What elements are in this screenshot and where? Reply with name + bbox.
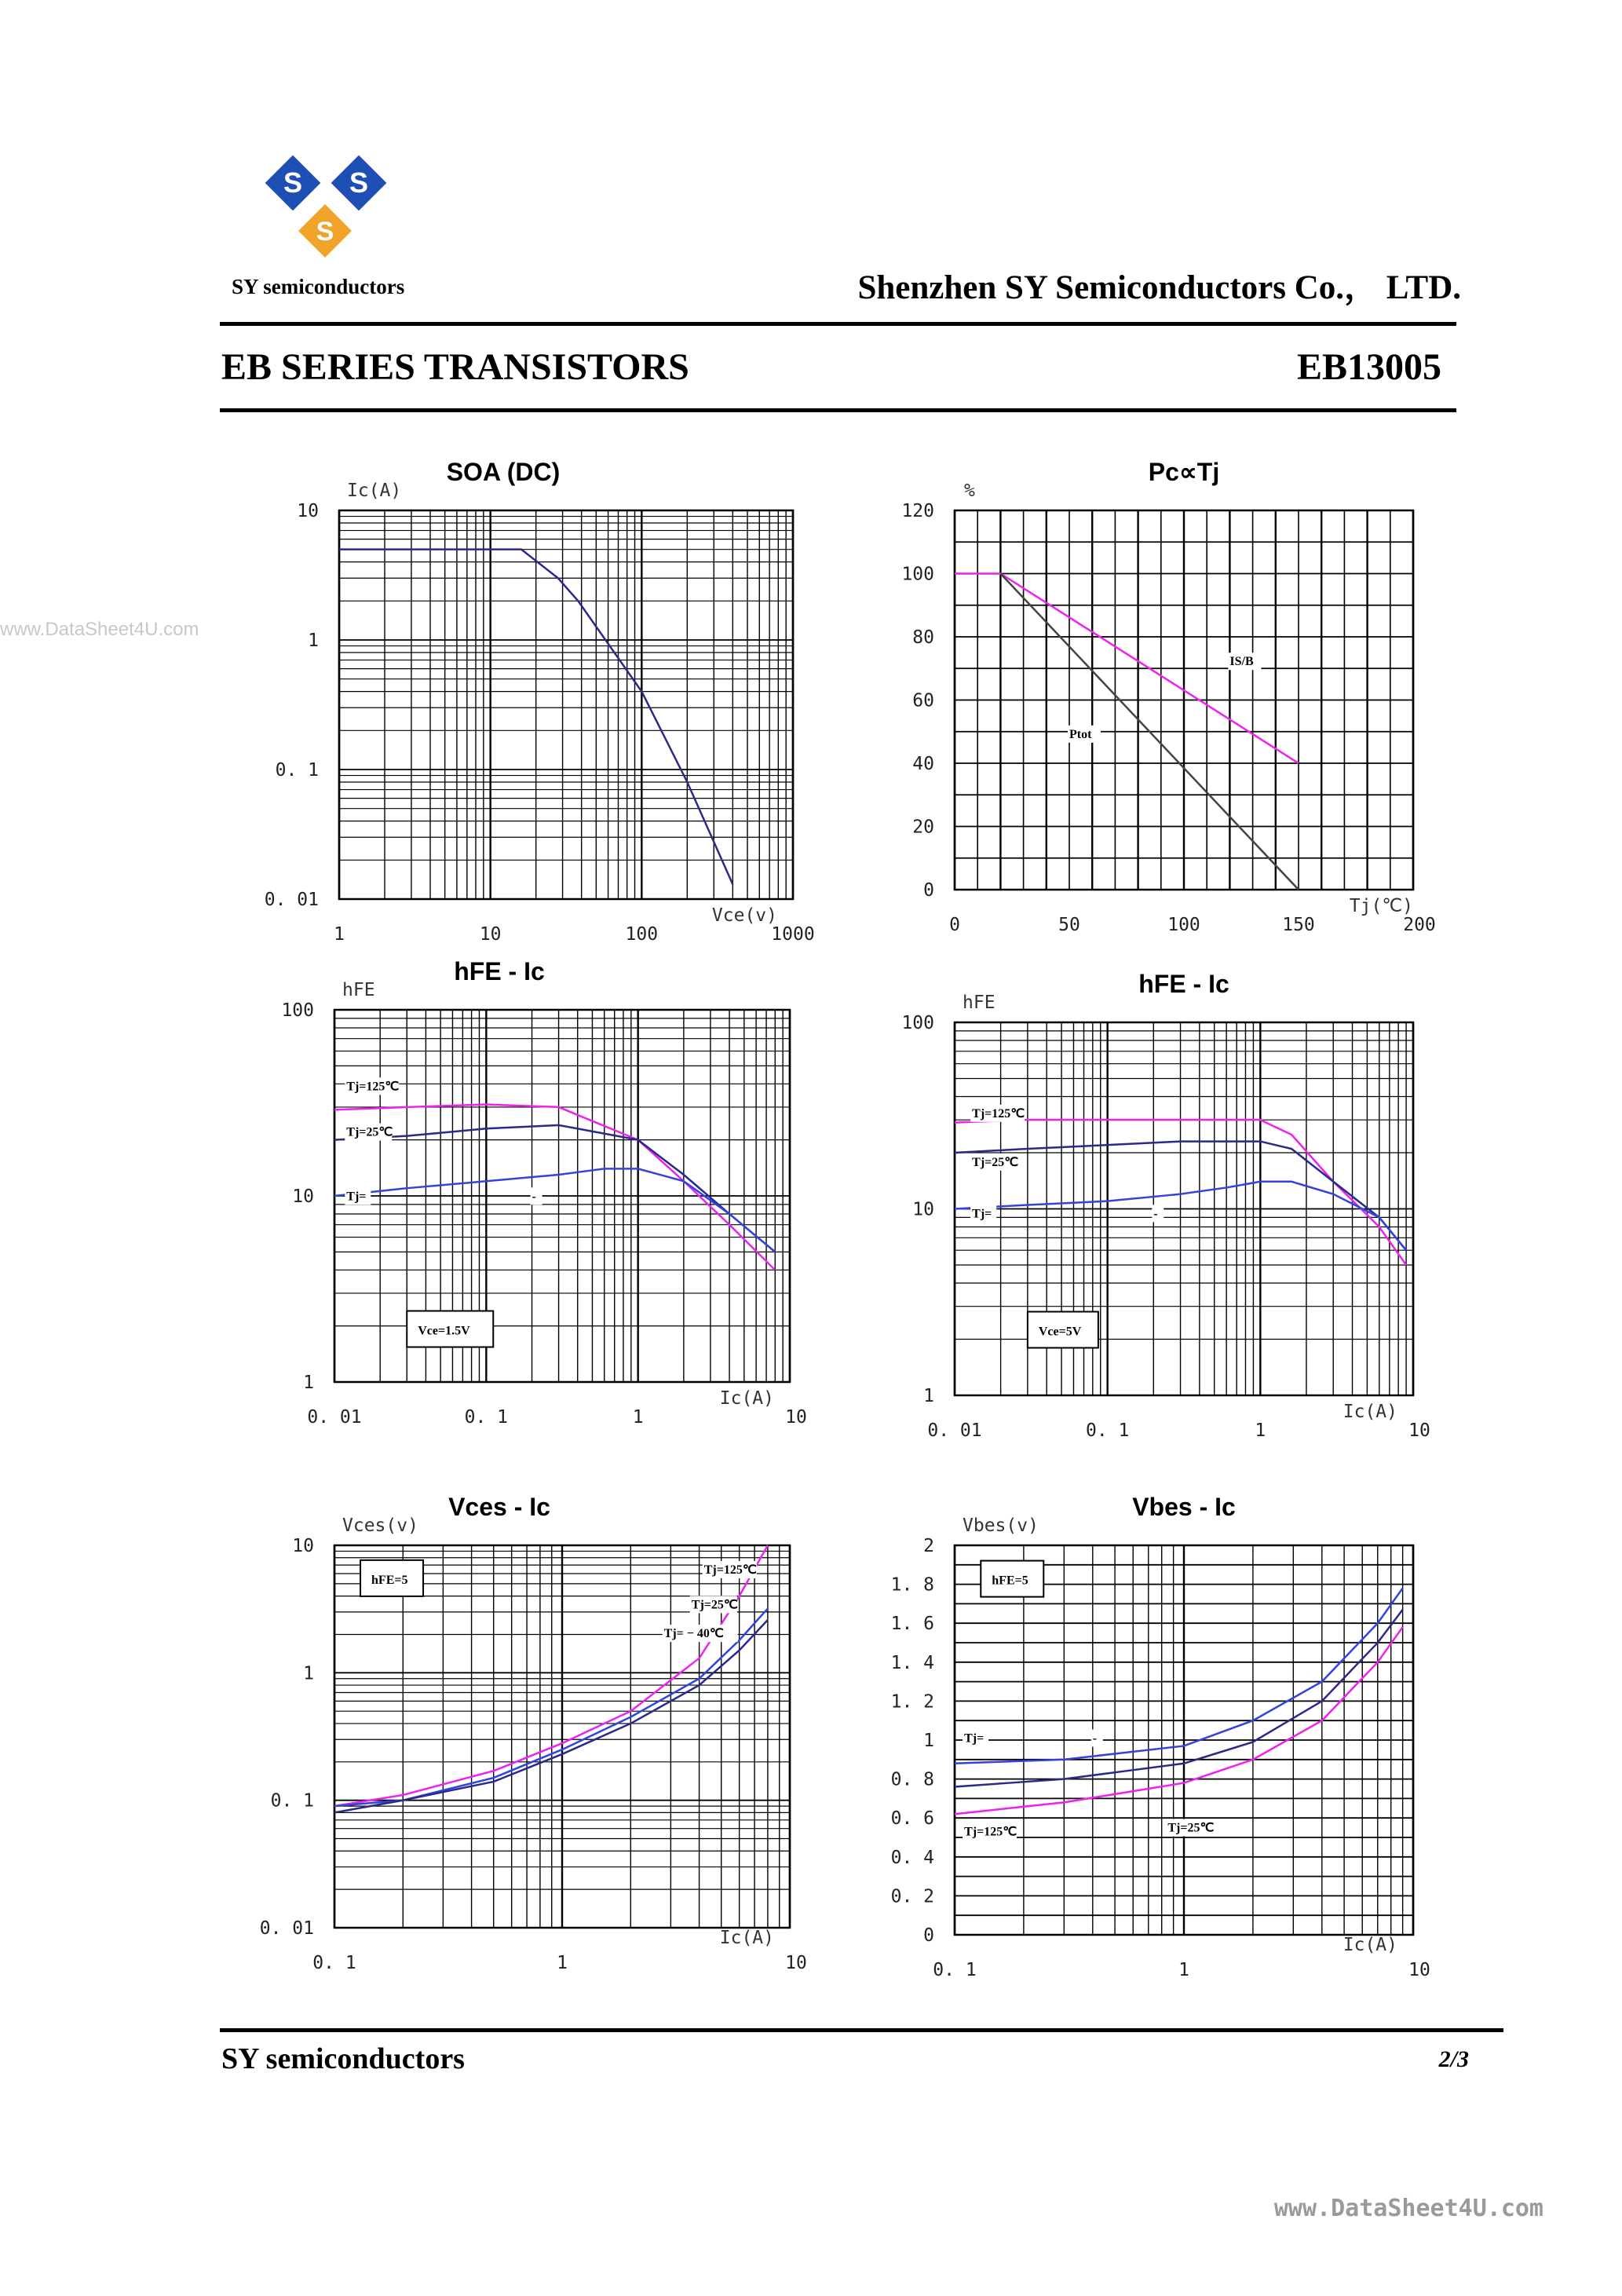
chart-title: Pc∝Tj <box>1148 458 1220 486</box>
x-tick-label: 100 <box>625 924 659 945</box>
y-tick-label: 10 <box>292 1536 314 1556</box>
y-tick-label: 2 <box>923 1536 934 1556</box>
x-tick-label: 10 <box>479 924 502 945</box>
annotation-label: Tj=25℃ <box>972 1155 1019 1169</box>
y-tick-label: 40 <box>912 754 934 774</box>
y-tick-label: 1 <box>303 1663 314 1684</box>
svg-text:S: S <box>349 166 369 199</box>
annotation-label: Tj=125℃ <box>346 1080 400 1094</box>
x-tick-label: 0. 1 <box>464 1407 509 1428</box>
company-full-name: Shenzhen SY Semiconductors Co.， LTD. <box>857 269 1461 306</box>
annotation-label: - <box>1153 1207 1158 1221</box>
y-tick-label: 0. 8 <box>890 1769 934 1790</box>
annotation-label: Vce=5V <box>1038 1325 1082 1339</box>
x-tick-label: 10 <box>785 1407 807 1428</box>
y-tick-label: 0. 6 <box>890 1808 934 1830</box>
x-axis-label: Ic(A) <box>1343 1402 1397 1422</box>
company-short-name: SY semiconductors <box>232 275 405 298</box>
annotation-label: Tj= <box>964 1731 985 1746</box>
x-tick-label: 200 <box>1403 915 1436 935</box>
y-tick-label: 1. 6 <box>890 1614 934 1635</box>
y-tick-label: 0. 4 <box>890 1847 934 1868</box>
y-tick-label: 100 <box>901 564 934 585</box>
y-tick-label: 1 <box>923 1386 934 1406</box>
chart-title: SOA (DC) <box>446 458 561 486</box>
x-tick-label: 1 <box>1255 1420 1266 1441</box>
footer-rule <box>220 2028 1503 2032</box>
y-tick-label: 0. 1 <box>275 760 319 781</box>
footer-company: SY semiconductors <box>221 2042 465 2075</box>
y-axis-label: hFE <box>963 993 995 1013</box>
annotation-label: Ptot <box>1069 727 1092 741</box>
page-number: 2/3 <box>1438 2046 1469 2072</box>
y-axis-label: Vces(v) <box>342 1515 418 1536</box>
chart-title: hFE - Ic <box>1138 970 1229 998</box>
y-tick-label: 1 <box>923 1731 934 1751</box>
annotation-label: Tj=125℃ <box>703 1563 757 1578</box>
y-tick-label: 0 <box>923 1925 934 1946</box>
series-line <box>955 1589 1403 1764</box>
y-tick-label: 120 <box>901 501 934 521</box>
part-number: EB13005 <box>1296 346 1441 388</box>
y-tick-label: 0. 1 <box>270 1790 314 1812</box>
y-tick-label: 0 <box>923 880 934 901</box>
watermark-left: www.DataSheet4U.com <box>0 619 199 640</box>
x-tick-label: 0. 01 <box>307 1407 362 1428</box>
x-tick-label: 10 <box>785 1953 807 1973</box>
svg-text:S: S <box>283 166 303 199</box>
x-tick-label: 1 <box>334 924 345 945</box>
y-tick-label: 1 <box>303 1373 314 1393</box>
x-tick-label: 50 <box>1058 915 1080 935</box>
chart-title: hFE - Ic <box>454 957 545 985</box>
x-tick-label: 1 <box>1178 1960 1189 1980</box>
x-tick-label: 0. 1 <box>1085 1420 1130 1441</box>
x-tick-label: 1 <box>632 1407 644 1428</box>
y-tick-label: 100 <box>281 1000 314 1021</box>
annotation-label: Tj=25℃ <box>691 1598 738 1612</box>
annotation-label: Tj=25℃ <box>346 1125 393 1139</box>
y-tick-label: 10 <box>292 1186 314 1207</box>
x-axis-label: Ic(A) <box>719 1388 774 1409</box>
y-tick-label: 1. 2 <box>890 1691 934 1713</box>
x-axis-label: Ic(A) <box>719 1928 774 1948</box>
annotation-label: - <box>1092 1731 1098 1746</box>
y-tick-label: 10 <box>912 1199 934 1220</box>
y-tick-label: 60 <box>912 690 934 711</box>
annotation-label: hFE=5 <box>992 1574 1028 1588</box>
x-tick-label: 0. 01 <box>927 1420 982 1441</box>
x-tick-label: 0. 1 <box>312 1953 356 1973</box>
annotation-label: - <box>532 1190 536 1204</box>
series-title: EB SERIES TRANSISTORS <box>221 346 689 388</box>
x-tick-label: 100 <box>1167 915 1200 935</box>
annotation-label: Vce=1.5V <box>418 1324 470 1338</box>
y-tick-label: 10 <box>297 501 319 521</box>
annotation-label: Tj=125℃ <box>964 1825 1017 1839</box>
y-axis-label: Ic(A) <box>347 481 402 501</box>
y-axis-label: Vbes(v) <box>963 1515 1039 1536</box>
y-tick-label: 100 <box>901 1013 934 1033</box>
watermark-bottom-right: www.DataSheet4U.com <box>1273 2195 1543 2222</box>
x-tick-label: 1 <box>557 1953 568 1973</box>
x-tick-label: 0. 1 <box>933 1960 977 1980</box>
annotation-label: IS/B <box>1229 655 1254 669</box>
y-tick-label: 20 <box>912 817 934 838</box>
y-tick-label: 0. 01 <box>259 1918 314 1939</box>
x-tick-label: 150 <box>1282 915 1315 935</box>
y-tick-label: 1. 8 <box>890 1574 934 1596</box>
annotation-label: hFE=5 <box>371 1573 408 1587</box>
y-tick-label: 0. 01 <box>264 890 319 910</box>
chart-title: Vbes - Ic <box>1132 1493 1236 1521</box>
x-tick-label: 10 <box>1408 1420 1430 1441</box>
y-tick-label: 1. 4 <box>890 1652 934 1673</box>
y-axis-label: hFE <box>342 980 375 1000</box>
y-axis-label: % <box>964 481 975 501</box>
annotation-label: Tj=25℃ <box>1167 1821 1215 1835</box>
x-tick-label: 10 <box>1408 1960 1430 1980</box>
x-axis-label: Vce(v) <box>711 905 777 926</box>
x-tick-label: 1000 <box>771 924 815 945</box>
annotation-label: Tj= <box>346 1190 367 1204</box>
svg-text:S: S <box>316 217 334 247</box>
x-tick-label: 0 <box>949 915 960 935</box>
y-tick-label: 1 <box>308 631 319 651</box>
annotation-label: Tj=125℃ <box>972 1106 1025 1121</box>
annotation-label: Tj= <box>972 1207 992 1221</box>
annotation-label: Tj= − 40℃ <box>663 1627 724 1641</box>
x-axis-label: Ic(A) <box>1343 1935 1397 1955</box>
y-tick-label: 80 <box>912 627 934 648</box>
y-tick-label: 0. 2 <box>890 1886 934 1907</box>
x-axis-label: Tj(℃) <box>1349 896 1413 916</box>
chart-title: Vces - Ic <box>448 1493 550 1521</box>
